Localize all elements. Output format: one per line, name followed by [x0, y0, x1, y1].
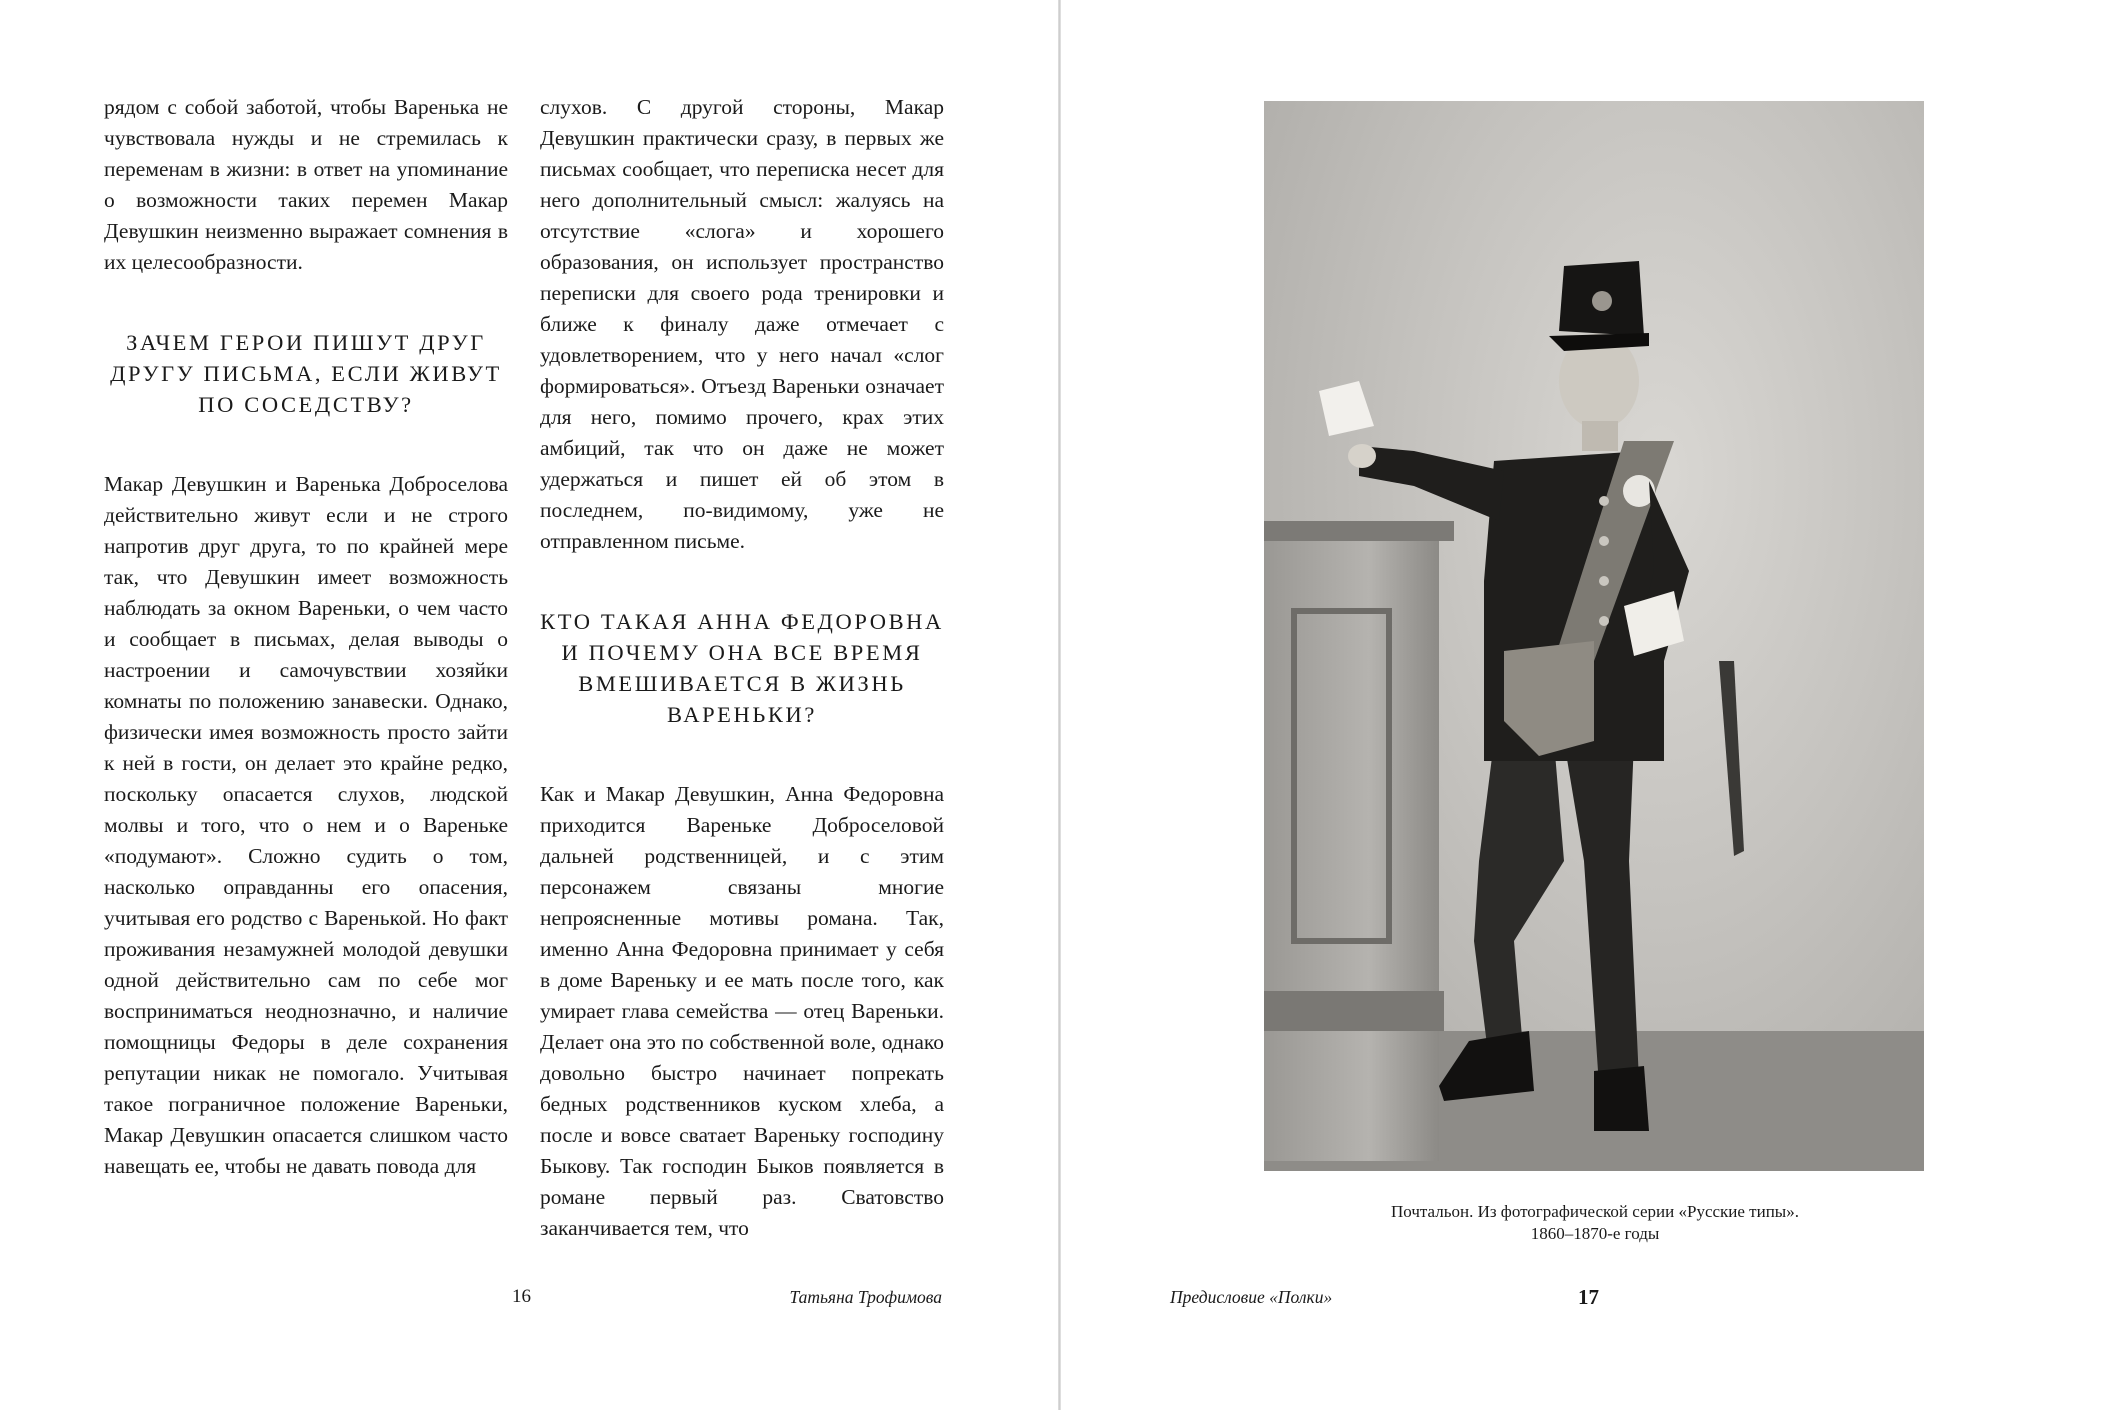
paragraph: Как и Макар Девушкин, Анна Федоровна приходится Вареньке Доброселовой дальней родственницей, и с этим персонажем связаны многие непроясненные мотивы романа. Так, именно Анна Федоровна принимает у себя в доме Вареньку и ее мать после того, как умирает глава семейства — отец Вареньки. Делает она это по собственной воле, однако довольно быстро начинает попрекать бедных родственников куском хлеба, а после и вовсе сватает Вареньку господину Быкову. Так господин Быков появляется в романе первый раз. Сватовство заканчивается тем, что	[540, 782, 944, 1240]
left-page-column-2	[540, 92, 944, 1244]
section-heading: ЗАЧЕМ ГЕРОИ ПИШУТ ДРУГ ДРУГУ ПИСЬМА, ЕСЛИ ЖИВУТ ПО СОСЕДСТВУ?	[110, 330, 502, 417]
paragraph: рядом с собой заботой, чтобы Варенька не чувствовала нужды и не стремилась к переменам в жизни: в ответ на упоминание о возможности таких перемен Макар Девушкин неизменно выражает сомнения в их целесообразности.	[104, 95, 508, 274]
postman-figure-illustration	[1264, 101, 1924, 1171]
book-gutter	[1058, 0, 1061, 1410]
photo-caption	[1260, 1201, 1930, 1245]
page-number-left: 16	[512, 1286, 531, 1307]
page-number-right: 17	[1578, 1285, 1599, 1309]
running-footer-author: Татьяна Трофимова	[789, 1287, 942, 1307]
running-footer-series: Предисловие «Полки»	[1170, 1287, 1333, 1307]
postman-photograph	[1264, 101, 1924, 1171]
left-page-column-1	[104, 92, 508, 1182]
paragraph: слухов. С другой стороны, Макар Девушкин практически сразу, в первых же письмах сообщает, что переписка несет для него дополнительный смысл: жалуясь на отсутствие «слога» и хорошего образования, он использует пространство переписки для своего рода тренировки и ближе к финалу даже отмечает с удовлетворением, что у него начал «слог формироваться». Отъезд Вареньки означает для него, помимо прочего, крах этих амбиций, так что он даже не может удержаться и пишет ей об этом в последнем, по-видимому, уже не отправленном письме.	[540, 95, 944, 553]
caption-dates: 1860–1870-е годы	[1530, 1224, 1660, 1243]
paragraph: Макар Девушкин и Варенька Доброселова действительно живут если и не строго напротив друг друга, то по крайней мере так, что Девушкин имеет возможность наблюдать за окном Вареньки, о чем часто и сообщает в письмах, делая выводы о настроении и самочувствии хозяйки комнаты по положению занавески. Однако, физически имея возможность просто зайти к ней в гости, он делает это крайне редко, поскольку опасается слухов, людской молвы и того, что о нем и о Вареньке «подумают». Сложно судить о том, насколько оправданны его опасения, учитывая его родство с Варенькой. Но факт проживания незамужней молодой девушки одной действительно сам по себе мог восприниматься неоднозначно, и наличие помощницы Федоры в деле сохранения репутации никак не помогало. Учитывая такое пограничное положение Вареньки, Макар Девушкин опасается слишком часто навещать ее, чтобы не давать повода для	[104, 472, 508, 1178]
section-heading: КТО ТАКАЯ АННА ФЕДОРОВНА И ПОЧЕМУ ОНА ВСЕ ВРЕМЯ ВМЕШИВАЕТСЯ В ЖИЗНЬ ВАРЕНЬКИ?	[540, 609, 944, 727]
caption-title: Почтальон. Из фотографической серии «Русские типы».	[1391, 1202, 1799, 1221]
